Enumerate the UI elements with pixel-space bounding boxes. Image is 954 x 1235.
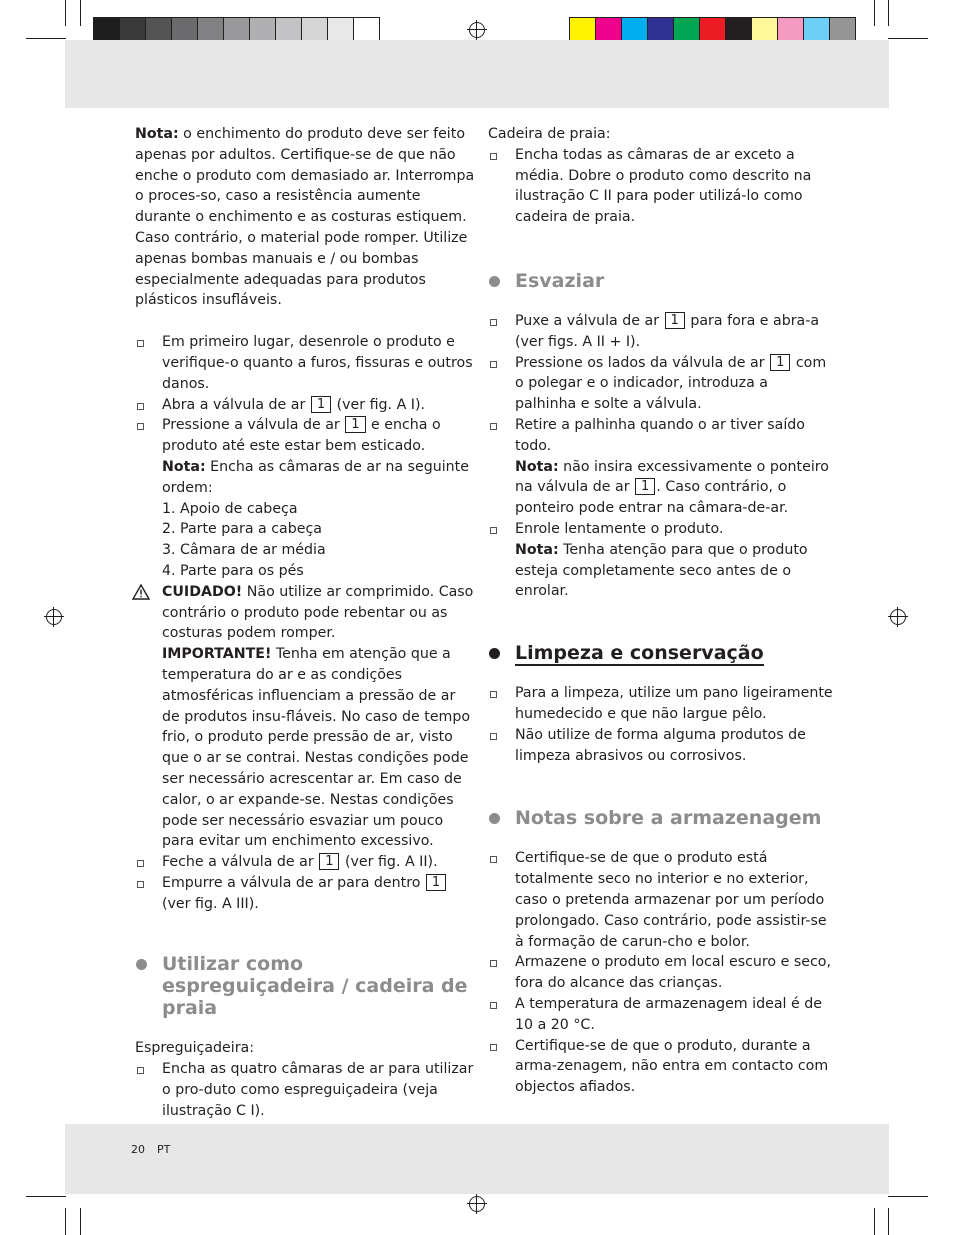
- deflate-note: Nota: não insira excessivamente o ponteiro na válvula de ar 1 . Caso contrário, o ponteiro pode entrar na câmara-de-ar.: [515, 458, 829, 517]
- footer-band: [65, 1124, 889, 1194]
- crop-mark: [874, 0, 875, 26]
- list-item: Retire a palhinha quando o ar tiver saído todo. Nota: não insira excessivamente o ponteiro na válvula de ar 1 . Caso contrário, o ponteiro pode entrar na câmara-de-ar.: [488, 415, 833, 519]
- list-item: Certifique-se de que o produto está totalmente seco no interior e no exterior, caso o pretenda armazenar por um período prolongado. Caso contrário, pode assistir-se à formação de carun-cho e bolor.: [488, 848, 833, 952]
- caution-block: CUIDADO! Não utilize ar comprimido. Caso contrário o produto pode rebentar ou as costuras podem romper. IMPORTANTE! Tenha em atenção que a temperatura do ar e as condições atmosféricas influenciam a pressão de ar de produtos insu-fláveis. No caso de tempo frio, o produto perde pressão de ar, visto que o ar se contrai. Nestas condições pode ser necessário acrescentar ar. Em caso de calor, o ar expande-se. Nestas condições pode ser necessário esvaziar um pouco para evitar um enchimento excessivo.: [135, 582, 475, 852]
- important-note: IMPORTANTE! Tenha em atenção que a temperatura do ar e as condições atmosféricas influenciam a pressão de ar de produtos insu-fláveis. No caso de tempo frio, o produto perde pressão de ar, visto que o ar se contrai. Nestas condições pode ser necessário acrescentar ar. Em caso de calor, o ar expande-se. Nestas condições pode ser necessário esvaziar um pouco para evitar um enchimento excessivo.: [162, 646, 471, 850]
- list-item: Abra a válvula de ar 1 (ver fig. A I).: [135, 395, 475, 416]
- page-number: 20: [131, 1143, 145, 1156]
- filling-note: Nota: o enchimento do produto deve ser feito apenas por adultos. Certifique-se de que não enche o produto com demasiado ar. Interrompa o proces-so, caso a resistência aumente durante o enchimento e as costuras estiquem. Caso contrário, o material pode romper. Utilize apenas bombas manuais e / ou bombas especialmente adequadas para produtos plásticos insufláveis.: [135, 126, 475, 309]
- registration-mark-icon: [467, 20, 487, 40]
- warning-triangle-icon: [132, 584, 150, 600]
- order-item: 2. Parte para a cabeça: [162, 521, 322, 538]
- bullet-dot-icon: [489, 813, 500, 824]
- section-heading-cleaning: Limpeza e conservação: [488, 642, 833, 664]
- crop-mark: [26, 1196, 66, 1197]
- page-footer: [131, 1143, 182, 1156]
- list-item: Em primeiro lugar, desenrole o produto e verifique-o quanto a furos, fissuras e outros danos.: [135, 332, 475, 394]
- order-item: 1. Apoio de cabeça: [162, 500, 298, 517]
- filling-steps: [135, 332, 475, 914]
- list-item: Enrole lentamente o produto. Nota: Tenha atenção para que o produto esteja completamente seco antes de o enrolar.: [488, 519, 833, 602]
- list-item: Armazene o produto em local escuro e seco, fora do alcance das crianças.: [488, 952, 833, 994]
- registration-mark-icon: [44, 607, 64, 627]
- crop-mark: [26, 38, 66, 39]
- crop-mark: [888, 1208, 889, 1235]
- right-column: [488, 124, 833, 1098]
- bullet-dot-icon: [489, 648, 500, 659]
- cleaning-steps: [488, 683, 833, 766]
- section-heading-deflate: Esvaziar: [488, 270, 833, 292]
- list-item: Empurre a válvula de ar para dentro 1 (ver fig. A III).: [135, 873, 475, 915]
- crop-mark: [80, 0, 81, 26]
- beach-chair-steps: [488, 145, 833, 228]
- beach-chair-label: Cadeira de praia:: [488, 126, 611, 142]
- crop-mark: [65, 0, 66, 26]
- valve-ref-box: 1: [665, 312, 685, 329]
- list-item: Feche a válvula de ar 1 (ver fig. A II).: [135, 852, 475, 873]
- valve-ref-box: 1: [345, 416, 365, 433]
- order-item: 3. Câmara de ar média: [162, 542, 326, 559]
- crop-mark: [80, 1208, 81, 1235]
- valve-ref-box: 1: [770, 354, 790, 371]
- left-column: [135, 124, 475, 1122]
- bullet-dot-icon: [136, 959, 147, 970]
- list-item: Para a limpeza, utilize um pano ligeiramente humedecido e que não largue pêlo.: [488, 683, 833, 725]
- list-item: Encha todas as câmaras de ar exceto a média. Dobre o produto como descrito na ilustração C II para poder utilizá-lo como cadeira de praia.: [488, 145, 833, 228]
- valve-ref-box: 1: [426, 874, 446, 891]
- valve-ref-box: 1: [635, 478, 655, 495]
- valve-ref-box: 1: [311, 396, 331, 413]
- lounger-label: Espreguiçadeira:: [135, 1040, 255, 1057]
- lounger-steps: [135, 1059, 475, 1121]
- bullet-dot-icon: [489, 276, 500, 287]
- crop-mark: [888, 0, 889, 26]
- registration-mark-icon: [467, 1194, 487, 1214]
- order-note: Nota: Encha as câmaras de ar na seguinte ordem:: [162, 458, 469, 496]
- storage-steps: [488, 848, 833, 1098]
- list-item: Certifique-se de que o produto, durante a arma-zenagem, não entra em contacto com objectos afiados.: [488, 1036, 833, 1098]
- deflate-steps: [488, 311, 833, 602]
- crop-mark: [888, 38, 928, 39]
- section-heading-lounger: Utilizar como espreguiçadeira / cadeira de praia: [135, 953, 475, 1019]
- registration-mark-icon: [888, 607, 908, 627]
- header-band: [65, 40, 889, 108]
- crop-mark: [888, 1196, 928, 1197]
- order-item: 4. Parte para os pés: [162, 562, 304, 579]
- list-item: Puxe a válvula de ar 1 para fora e abra-a (ver figs. A II + I).: [488, 311, 833, 353]
- section-heading-storage: Notas sobre a armazenagem: [488, 807, 833, 829]
- crop-mark: [65, 1208, 66, 1235]
- roll-note: Nota: Tenha atenção para que o produto esteja completamente seco antes de o enrolar.: [515, 541, 808, 600]
- list-item: Não utilize de forma alguma produtos de limpeza abrasivos ou corrosivos.: [488, 725, 833, 767]
- list-item: Pressione os lados da válvula de ar 1 com o polegar e o indicador, introduza a palhinha e solte a válvula.: [488, 353, 833, 415]
- crop-mark: [874, 1208, 875, 1235]
- list-item: A temperatura de armazenagem ideal é de 10 a 20 °C.: [488, 994, 833, 1036]
- list-item: Pressione a válvula de ar 1 e encha o produto até este estar bem esticado. Nota: Encha as câmaras de ar na seguinte ordem: 1. Apoio de cabeça 2. Parte para a cabeça 3. Câmara de ar média 4. Parte para os pés: [135, 415, 475, 581]
- list-item: Encha as quatro câmaras de ar para utilizar o pro-duto como espreguiçadeira (veja ilustração C I).: [135, 1059, 475, 1121]
- language-code: PT: [157, 1143, 171, 1156]
- valve-ref-box: 1: [319, 853, 339, 870]
